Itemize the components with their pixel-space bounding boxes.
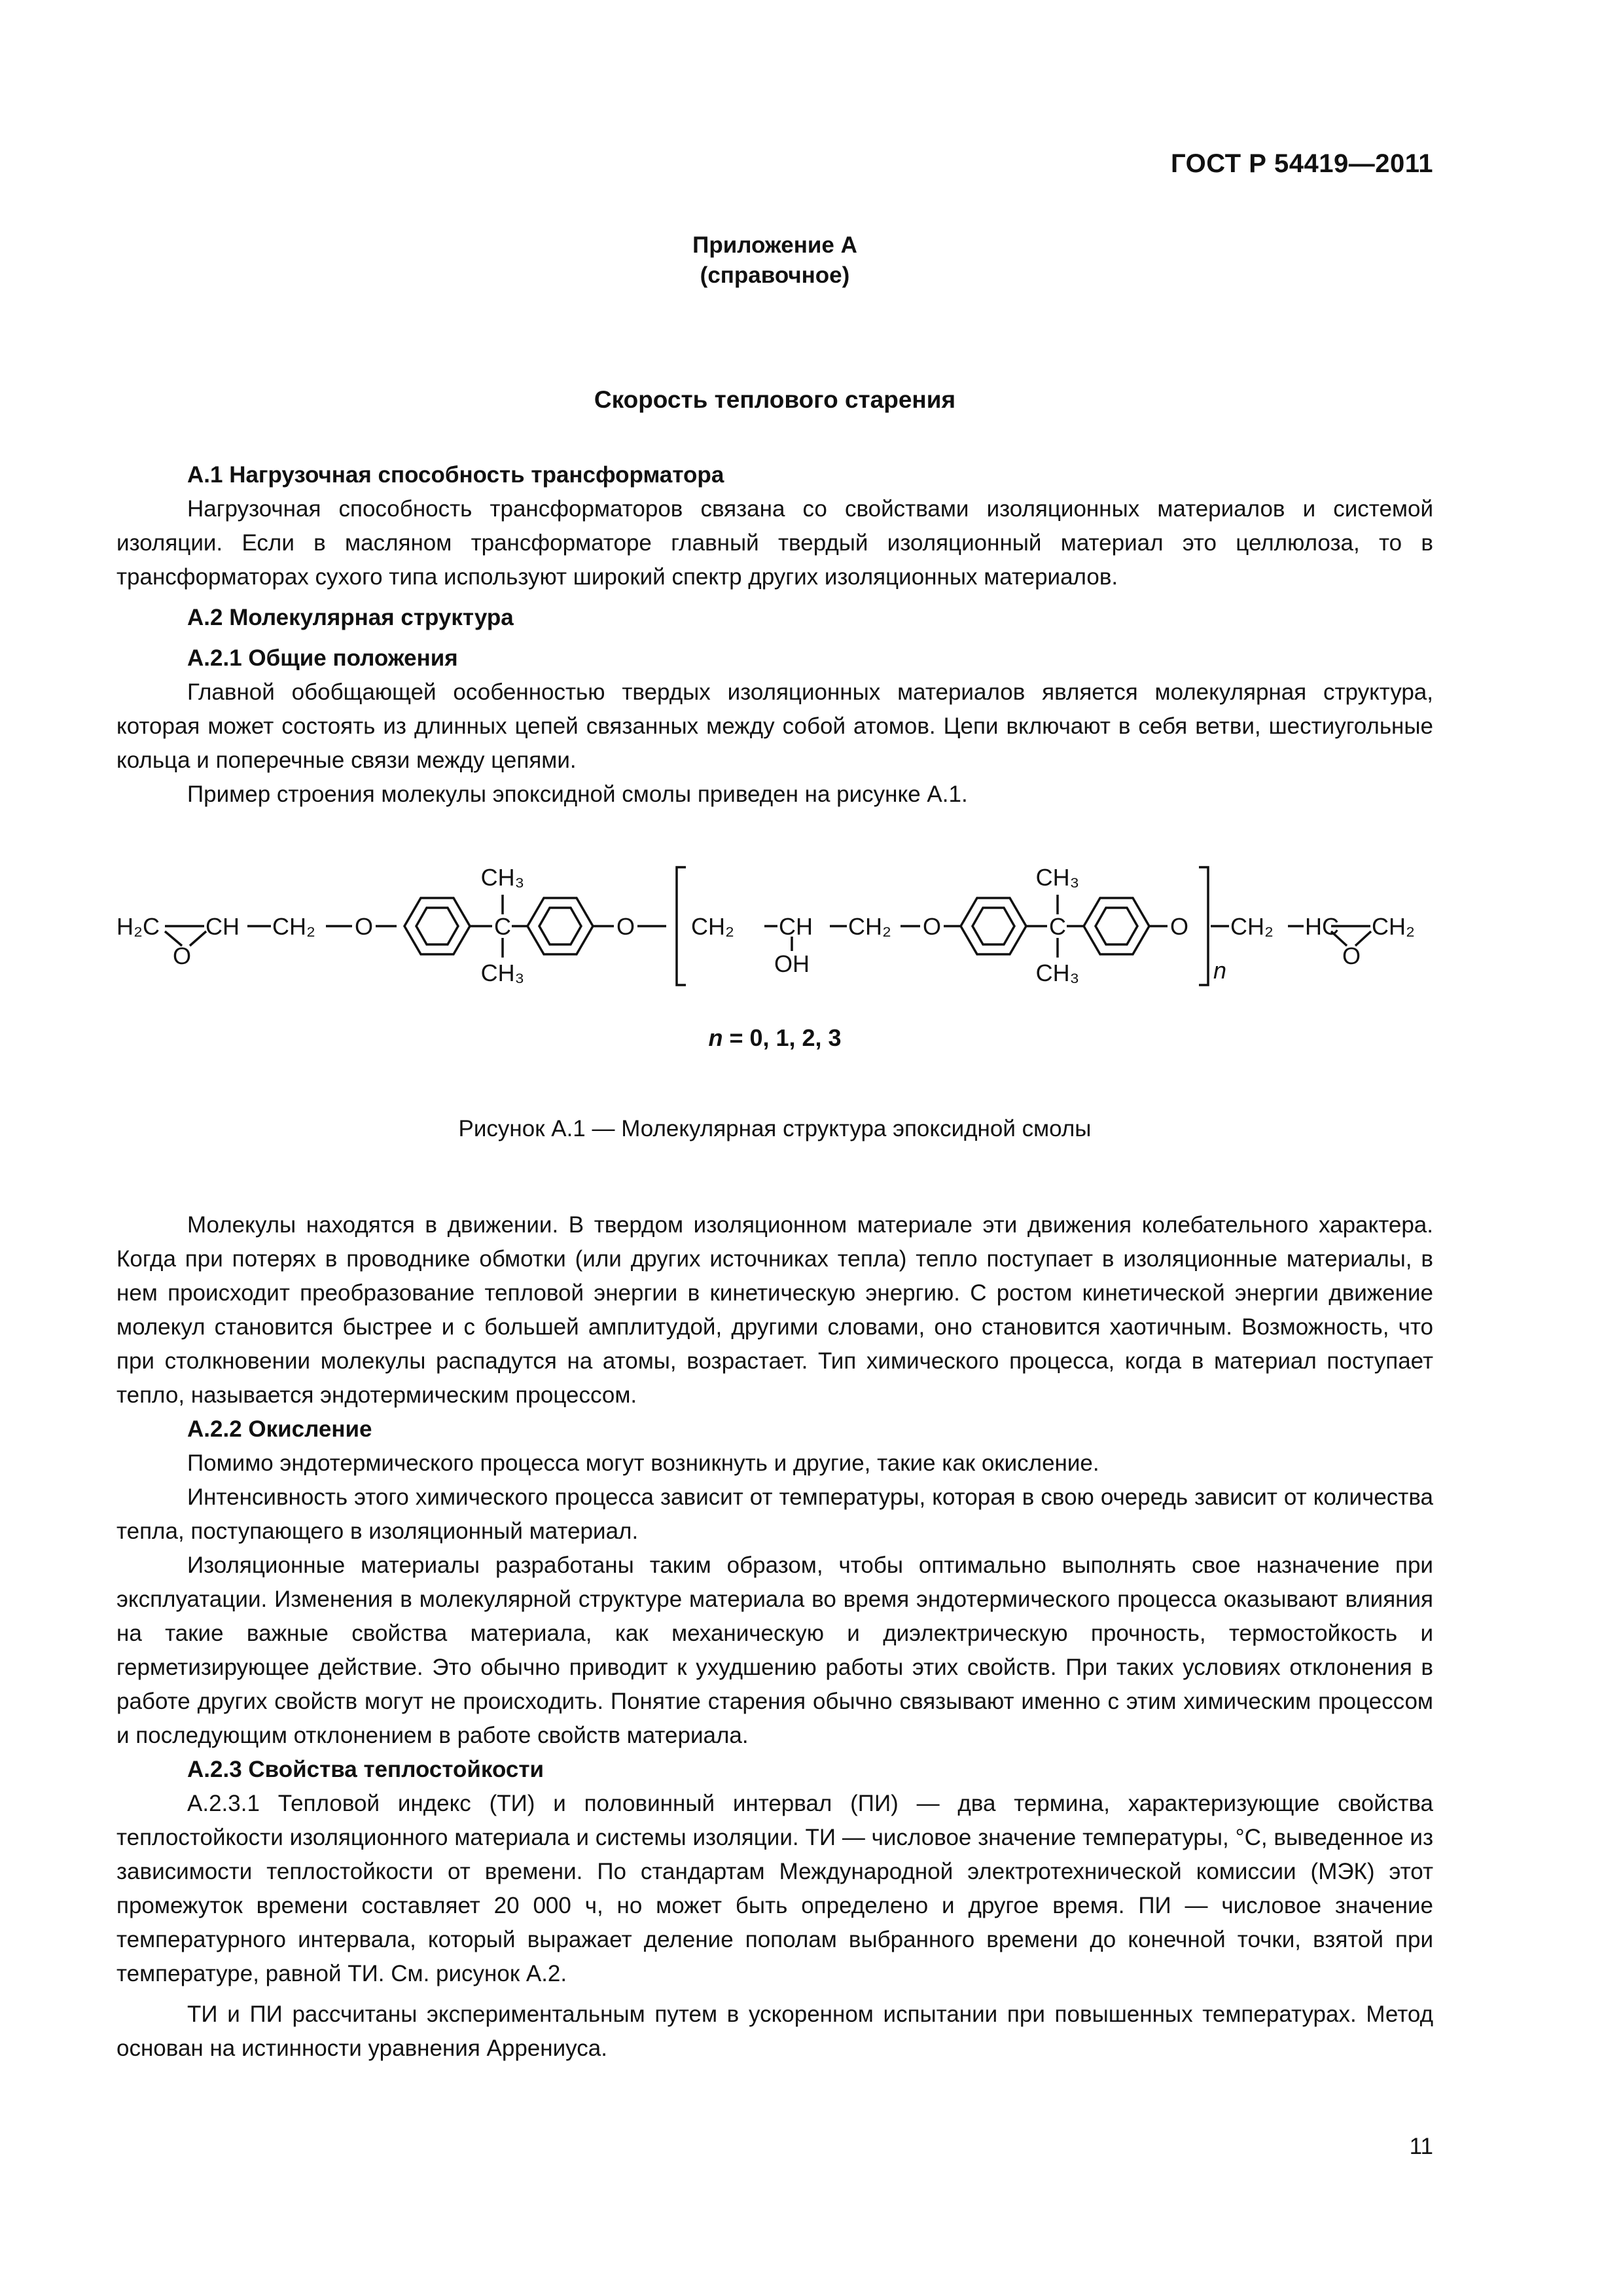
formula-ch2: CH₂	[272, 913, 315, 940]
formula-c: C	[1049, 913, 1066, 940]
annex-heading	[116, 230, 1433, 291]
paragraph: Молекулы находятся в движении. В твердом изоляционном материале эти движения колебательного характера. Когда при потерях в проводнике обмотки (или других источниках тепла) тепло поступает в изоляционные материалы, в нем происходит преобразование тепловой энергии в кинетическую энергию. С ростом кинетической энергии движение молекул становится быстрее и с большей амплитудой, другими словами, оно становится хаотичным. Возможность, что при столкновении молекулы распадутся на атомы, возрастает. Тип химического процесса, когда в материал поступает тепло, называется эндотермическим процессом.	[116, 1212, 1433, 1408]
formula-o: O	[172, 942, 192, 969]
formula-ch: CH	[205, 913, 240, 940]
paragraph: Интенсивность этого химического процесса зависит от температуры, которая в свою очередь зависит от количества тепла, поступающего в изоляционный материал.	[116, 1484, 1433, 1544]
heading-a2: А.2 Молекулярная структура	[187, 605, 514, 630]
n-values	[116, 1024, 1433, 1052]
page-number: 11	[1409, 2134, 1433, 2159]
paragraph: ТИ и ПИ рассчитаны экспериментальным путем в ускоренном испытании при повышенных температурах. Метод основан на истинности уравнения Аррениуса.	[116, 2001, 1433, 2061]
formula-oh: OH	[774, 950, 810, 977]
heading-a1: А.1 Нагрузочная способность трансформатора	[187, 462, 724, 488]
paragraph: Главной обобщающей особенностью твердых изоляционных материалов является молекулярная структура, которая может состоять из длинных цепей связанных между собой атомов. Цепи включают в себя ветви, шестиугольные кольца и поперечные связи между цепями.	[116, 679, 1433, 773]
section-title: Скорость теплового старения	[594, 386, 956, 413]
formula-ch3: CH₃	[480, 864, 525, 891]
paragraph: А.2.3.1 Тепловой индекс (ТИ) и половинный интервал (ПИ) — два термина, характеризующие свойства теплостойкости изоляционного материала и системы изоляции. ТИ — числовое значение температуры, °С, выведенное из зависимости теплостойкости от времени. По стандартам Международной электротехнической комиссии (МЭК) этот промежуток времени составляет 20 000 ч, но может быть определено и другое время. ПИ — числовое значение температурного интервала, который выражает деление пополам выбранного времени до конечной точки, взятой при температуре, равной ТИ. См. рисунок А.2.	[116, 1791, 1433, 1986]
paragraph: Нагрузочная способность трансформаторов связана со свойствами изоляционных материалов и системой изоляции. Если в масляном трансформаторе главный твердый изоляционный материал это целлюлоза, то в трансформаторах сухого типа используют широкий спектр других изоляционных материалов.	[116, 496, 1433, 590]
formula-o: O	[354, 913, 374, 940]
paragraph: Помимо эндотермического процесса могут возникнуть и другие, такие как окисление.	[187, 1450, 1099, 1476]
epoxy-structure-formula	[116, 848, 1433, 1005]
formula-h2c: H₂C	[116, 913, 160, 940]
formula-ch2: CH₂	[848, 913, 891, 940]
n-label: n	[708, 1024, 723, 1051]
heading-a2-3: А.2.3 Свойства теплостойкости	[187, 1757, 544, 1782]
formula-n: n	[1213, 957, 1227, 984]
formula-hc: HC	[1305, 913, 1339, 940]
heading-a2-1: А.2.1 Общие положения	[187, 645, 458, 671]
annex-title: Приложение А	[692, 232, 857, 258]
paragraph: Пример строения молекулы эпоксидной смолы приведен на рисунке А.1.	[187, 781, 968, 807]
formula-o: O	[922, 913, 942, 940]
n-values-list: = 0, 1, 2, 3	[722, 1024, 842, 1051]
text-block-intro	[116, 458, 1433, 812]
text-block-main	[116, 1208, 1433, 2066]
standard-number: ГОСТ Р 54419—2011	[1171, 149, 1433, 178]
formula-ch2: CH₂	[691, 913, 734, 940]
formula-ch3: CH₃	[1035, 864, 1080, 891]
annex-note: (справочное)	[700, 262, 850, 288]
formula-o: O	[1169, 913, 1189, 940]
formula-c: C	[494, 913, 511, 940]
formula-o: O	[1342, 942, 1361, 969]
figure-caption: Рисунок А.1 — Молекулярная структура эпоксидной смолы	[458, 1116, 1092, 1141]
formula-ch3: CH₃	[1035, 960, 1080, 986]
formula-ch3: CH₃	[480, 960, 525, 986]
formula-ch2: CH₂	[1230, 913, 1274, 940]
formula-ch2: CH₂	[1372, 913, 1415, 940]
document-page	[116, 0, 1433, 2296]
formula-ch: CH	[779, 913, 813, 940]
formula-o: O	[616, 913, 635, 940]
heading-a2-2: А.2.2 Окисление	[187, 1416, 372, 1442]
paragraph: Изоляционные материалы разработаны таким образом, чтобы оптимально выполнять свое назначение при эксплуатации. Изменения в молекулярной структуре материала во время эндотермического процесса оказывают влияния на такие важные свойства материала, как механическую и диэлектрическую прочность, термостойкость и герметизирующее действие. Это обычно приводит к ухудшению работы этих свойств. При таких условиях отклонения в работе других свойств могут не происходить. Понятие старения обычно связывают именно с этим химическим процессом и последующим отклонением в работе свойств материала.	[116, 1552, 1433, 1748]
